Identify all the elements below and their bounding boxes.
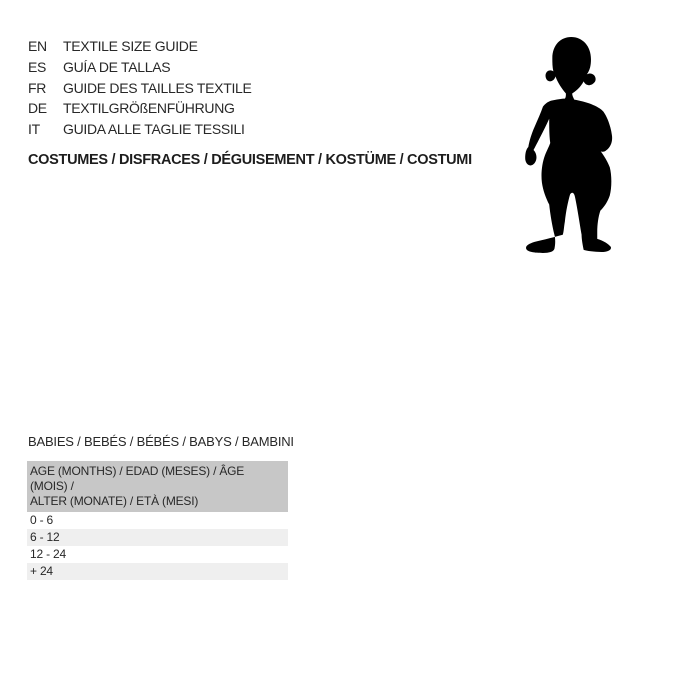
language-label: TEXTILGRÖßENFÜHRUNG — [63, 100, 235, 117]
language-code: DE — [28, 100, 47, 117]
language-label: GUIDE DES TAILLES TEXTILE — [63, 79, 252, 96]
language-code: FR — [28, 79, 47, 96]
language-code: IT — [28, 121, 40, 138]
table-row: 6 - 12 — [27, 529, 288, 546]
language-code: ES — [28, 58, 47, 75]
language-row-fr — [28, 78, 252, 99]
age-table-header-line1: AGE (MONTHS) / EDAD (MESES) / ÂGE (MOIS) / — [30, 464, 245, 493]
age-size-table — [27, 461, 288, 580]
language-label: GUÍA DE TALLAS — [63, 58, 171, 75]
language-code: EN — [28, 38, 47, 54]
table-row: + 24 — [27, 563, 288, 580]
language-row-es — [28, 57, 252, 78]
babies-section-title: BABIES / BEBÉS / BÉBÉS / BABYS / BAMBINI — [28, 434, 294, 449]
language-row-it — [28, 119, 252, 140]
baby-toddler-silhouette — [521, 35, 615, 257]
language-label: GUIDA ALLE TAGLIE TESSILI — [63, 121, 245, 138]
language-guide-list — [28, 36, 252, 140]
age-table-header — [27, 461, 288, 512]
age-table-rows — [27, 512, 288, 580]
language-row-de — [28, 98, 252, 119]
language-row-en — [28, 36, 252, 57]
language-label: TEXTILE SIZE GUIDE — [63, 38, 198, 54]
table-row: 12 - 24 — [27, 546, 288, 563]
category-title: COSTUMES / DISFRACES / DÉGUISEMENT / KOSTÜME / COSTUMI — [28, 152, 472, 168]
table-row: 0 - 6 — [27, 512, 288, 529]
age-table-header-line2: ALTER (MONATE) / ETÀ (MESI) — [30, 493, 199, 508]
